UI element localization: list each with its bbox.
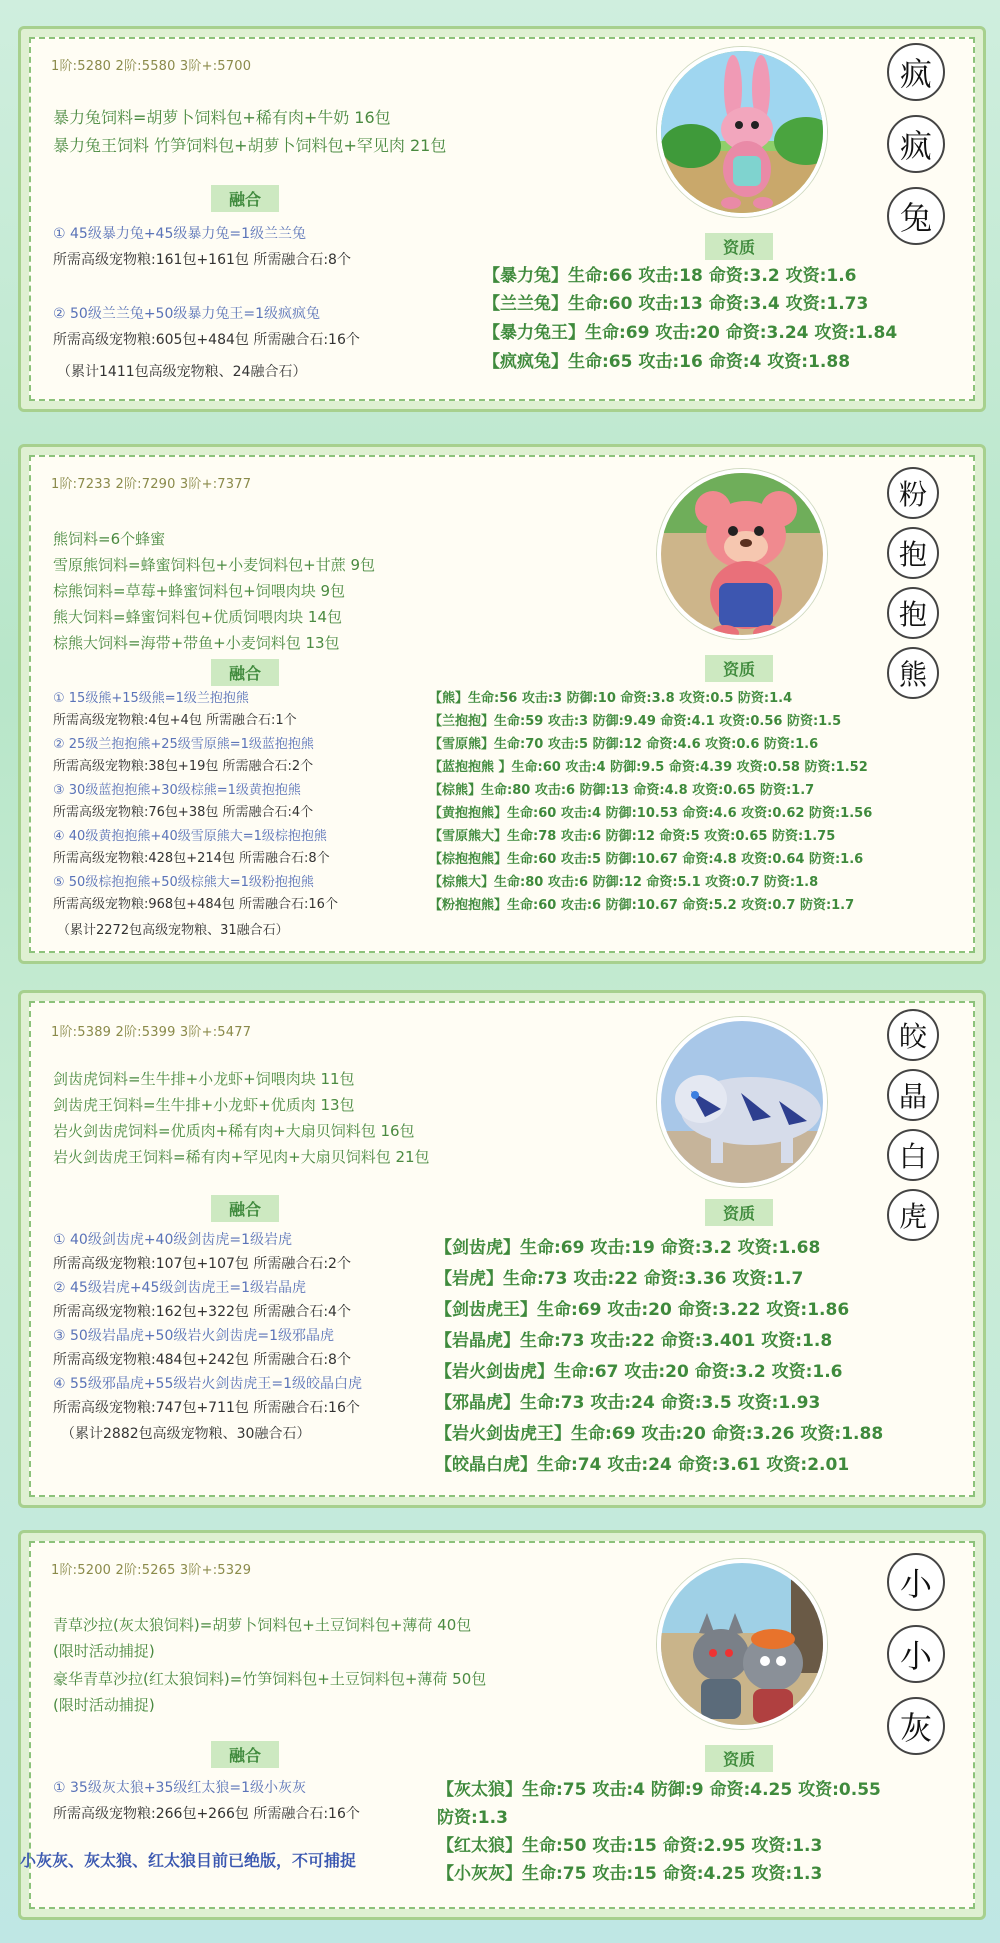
total-cost: （累计2272包高级宠物粮、31融合石） [57,923,289,938]
merge-step: ④ 55级邪晶虎+55级岩火剑齿虎王=1级皎晶白虎 [53,1376,362,1392]
merge-requirement: 所需高级宠物粮:4包+4包 所需融合石:1个 [53,713,297,728]
feed-recipe: 暴力兔王饲料 竹笋饲料包+胡萝卜饲料包+罕见肉 21包 [53,136,447,155]
title-char: 抱 [887,527,939,579]
title-char: 兔 [887,187,945,245]
title-char: 白 [887,1129,939,1181]
tier-prices: 1阶:5200 2阶:5265 3阶+:5329 [51,1563,252,1578]
stat-line: 【棕抱抱熊】生命:60 攻击:5 防御:10.67 命资:4.8 攻资:0.64 防资:1.6 [429,852,864,867]
stat-line: 【粉抱抱熊】生命:60 攻击:6 防御:10.67 命资:5.2 攻资:0.7 防资:1.7 [429,898,855,913]
merge-step: ② 25级兰抱抱熊+25级雪原熊=1级蓝抱抱熊 [53,737,314,752]
merge-label: 融合 [211,659,279,686]
feed-recipe: 棕熊大饲料=海带+带鱼+小麦饲料包 13包 [53,634,340,652]
aptitude-label: 资质 [705,655,773,682]
merge-requirement: 所需高级宠物粮:161包+161包 所需融合石:8个 [53,252,351,268]
merge-requirement: 所需高级宠物粮:428包+214包 所需融合石:8个 [53,851,330,866]
feed-recipe: (限时活动捕捉) [53,1696,155,1714]
total-cost: （累计1411包高级宠物粮、24融合石） [57,364,307,380]
feed-recipe: 岩火剑齿虎王饲料=稀有肉+罕见肉+大扇贝饲料包 21包 [53,1148,430,1166]
merge-step: ② 50级兰兰兔+50级暴力兔王=1级疯疯兔 [53,306,320,322]
feed-recipe: 岩火剑齿虎饲料=优质肉+稀有肉+大扇贝饲料包 16包 [53,1122,415,1140]
stat-line: 【剑齿虎】生命:69 攻击:19 命资:3.2 攻资:1.68 [435,1238,821,1258]
tier-prices: 1阶:5389 2阶:5399 3阶+:5477 [51,1025,252,1040]
pet-card-tiger [18,990,986,1508]
stat-line: 【岩火剑齿虎王】生命:69 攻击:20 命资:3.26 攻资:1.88 [435,1424,884,1444]
title-char: 熊 [887,647,939,699]
merge-requirement: 所需高级宠物粮:605包+484包 所需融合石:16个 [53,332,360,348]
merge-step: ① 15级熊+15级熊=1级兰抱抱熊 [53,691,249,706]
merge-requirement: 所需高级宠物粮:484包+242包 所需融合石:8个 [53,1352,351,1368]
tiger-portrait [657,1017,827,1187]
feed-recipe: 豪华青草沙拉(红太狼饲料)=竹笋饲料包+土豆饲料包+薄荷 50包 [53,1670,487,1688]
stat-line: 【疯疯兔】生命:65 攻击:16 命资:4 攻资:1.88 [483,352,851,372]
title-char: 抱 [887,587,939,639]
feed-recipe: 熊饲料=6个蜂蜜 [53,530,166,548]
title-char: 疯 [887,115,945,173]
merge-step: ③ 30级蓝抱抱熊+30级棕熊=1级黄抱抱熊 [53,783,301,798]
stat-line: 【棕熊】生命:80 攻击:6 防御:13 命资:4.8 攻资:0.65 防资:1.7 [429,783,815,798]
merge-label: 融合 [211,185,279,212]
feed-recipe: 熊大饲料=蜂蜜饲料包+优质饲喂肉块 14包 [53,608,342,626]
merge-requirement: 所需高级宠物粮:38包+19包 所需融合石:2个 [53,759,314,774]
merge-label: 融合 [211,1741,279,1768]
pet-card-bear [18,444,986,964]
feed-recipe: 雪原熊饲料=蜂蜜饲料包+小麦饲料包+甘蔗 9包 [53,556,376,574]
merge-step: ④ 40级黄抱抱熊+40级雪原熊大=1级棕抱抱熊 [53,829,327,844]
merge-step: ① 35级灰太狼+35级红太狼=1级小灰灰 [53,1780,306,1796]
title-char: 皎 [887,1009,939,1061]
title-char: 疯 [887,43,945,101]
aptitude-label: 资质 [705,1199,773,1226]
title-char: 晶 [887,1069,939,1121]
merge-step: ⑤ 50级棕抱抱熊+50级棕熊大=1级粉抱抱熊 [53,875,314,890]
feed-recipe: 剑齿虎王饲料=生牛排+小龙虾+优质肉 13包 [53,1096,355,1114]
total-cost: （累计2882包高级宠物粮、30融合石） [61,1426,311,1442]
stat-line: 【暴力兔】生命:66 攻击:18 命资:3.2 攻资:1.6 [483,266,857,286]
stat-line: 【剑齿虎王】生命:69 攻击:20 命资:3.22 攻资:1.86 [435,1300,850,1320]
merge-requirement: 所需高级宠物粮:162包+322包 所需融合石:4个 [53,1304,351,1320]
title-char: 小 [887,1553,945,1611]
disclaimer: 小灰灰、灰太狼、红太狼目前已绝版，不可捕捉 [20,1851,357,1870]
merge-step: ① 40级剑齿虎+40级剑齿虎=1级岩虎 [53,1232,292,1248]
merge-step: ③ 50级岩晶虎+50级岩火剑齿虎=1级邪晶虎 [53,1328,334,1344]
stat-line: 【兰兰兔】生命:60 攻击:13 命资:3.4 攻资:1.73 [483,294,869,314]
stat-line: 【兰抱抱】生命:59 攻击:3 防御:9.49 命资:4.1 攻资:0.56 防资:1.5 [429,714,842,729]
stat-line: 【暴力兔王】生命:69 攻击:20 命资:3.24 攻资:1.84 [483,323,898,343]
merge-step: ① 45级暴力兔+45级暴力兔=1级兰兰兔 [53,226,306,242]
stat-line: 【灰太狼】生命:75 攻击:4 防御:9 命资:4.25 攻资:0.55 [437,1780,881,1800]
wolf-portrait [657,1559,827,1729]
stat-line: 防资:1.3 [437,1808,508,1828]
feed-recipe: 棕熊饲料=草莓+蜂蜜饲料包+饲喂肉块 9包 [53,582,346,600]
stat-line: 【黄抱抱熊】生命:60 攻击:4 防御:10.53 命资:4.6 攻资:0.62 防资:1.56 [429,806,873,821]
merge-requirement: 所需高级宠物粮:968包+484包 所需融合石:16个 [53,897,338,912]
title-char: 小 [887,1625,945,1683]
rabbit-portrait [657,47,827,217]
merge-requirement: 所需高级宠物粮:107包+107包 所需融合石:2个 [53,1256,351,1272]
stat-line: 【蓝抱抱熊 】生命:60 攻击:4 防御:9.5 命资:4.39 攻资:0.58 防资:1.52 [429,760,868,775]
stat-line: 【雪原熊大】生命:78 攻击:6 防御:12 命资:5 攻资:0.65 防资:1.75 [429,829,836,844]
merge-requirement: 所需高级宠物粮:747包+711包 所需融合石:16个 [53,1400,360,1416]
feed-recipe: (限时活动捕捉) [53,1642,155,1660]
feed-recipe: 暴力兔饲料=胡萝卜饲料包+稀有肉+牛奶 16包 [53,108,391,127]
stat-line: 【邪晶虎】生命:73 攻击:24 命资:3.5 攻资:1.93 [435,1393,821,1413]
merge-requirement: 所需高级宠物粮:266包+266包 所需融合石:16个 [53,1806,360,1822]
stat-line: 【岩火剑齿虎】生命:67 攻击:20 命资:3.2 攻资:1.6 [435,1362,843,1382]
merge-requirement: 所需高级宠物粮:76包+38包 所需融合石:4个 [53,805,314,820]
merge-label: 融合 [211,1195,279,1222]
stat-line: 【熊】生命:56 攻击:3 防御:10 命资:3.8 攻资:0.5 防资:1.4 [429,691,793,706]
stat-line: 【棕熊大】生命:80 攻击:6 防御:12 命资:5.1 攻资:0.7 防资:1.8 [429,875,819,890]
pet-card-rabbit [18,26,986,412]
tier-prices: 1阶:7233 2阶:7290 3阶+:7377 [51,477,252,492]
tier-prices: 1阶:5280 2阶:5580 3阶+:5700 [51,59,252,74]
title-char: 粉 [887,467,939,519]
aptitude-label: 资质 [705,1745,773,1772]
stat-line: 【岩虎】生命:73 攻击:22 命资:3.36 攻资:1.7 [435,1269,804,1289]
bear-portrait [657,469,827,639]
stat-line: 【小灰灰】生命:75 攻击:15 命资:4.25 攻资:1.3 [437,1864,823,1884]
title-char: 虎 [887,1189,939,1241]
aptitude-label: 资质 [705,233,773,260]
stat-line: 【皎晶白虎】生命:74 攻击:24 命资:3.61 攻资:2.01 [435,1455,850,1475]
feed-recipe: 剑齿虎饲料=生牛排+小龙虾+饲喂肉块 11包 [53,1070,355,1088]
title-char: 灰 [887,1697,945,1755]
stat-line: 【红太狼】生命:50 攻击:15 命资:2.95 攻资:1.3 [437,1836,823,1856]
stat-line: 【雪原熊】生命:70 攻击:5 防御:12 命资:4.6 攻资:0.6 防资:1.6 [429,737,819,752]
merge-step: ② 45级岩虎+45级剑齿虎王=1级岩晶虎 [53,1280,306,1296]
stat-line: 【岩晶虎】生命:73 攻击:22 命资:3.401 攻资:1.8 [435,1331,833,1351]
feed-recipe: 青草沙拉(灰太狼饲料)=胡萝卜饲料包+土豆饲料包+薄荷 40包 [53,1616,472,1634]
